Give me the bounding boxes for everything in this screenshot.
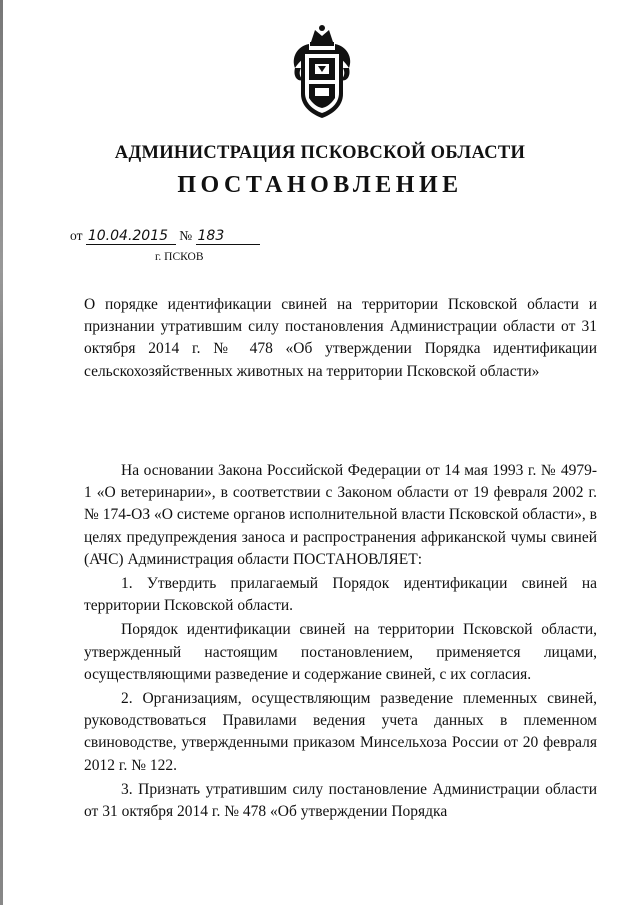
subject-text: О порядке идентификации свиней на территории Псковской области и признании утратившим силу постановления Администрации области от 31 октября 2014 г. № 478 «Об утверждении Порядка идентификации сельскохозяйственных животных на территории Псковской области» — [84, 296, 597, 380]
number-prefix: № — [179, 228, 193, 243]
date-prefix: от — [70, 228, 83, 243]
scan-edge — [0, 0, 3, 905]
paragraph-item-2: 2. Организациям, осуществляющим разведение племенных свиней, руководствоваться Правилами ведения учета данных в племенном свиноводстве, утвержденными приказом Минсельхоза России от 20 февраля 2012 г. № 122. — [84, 690, 597, 774]
paragraph-item-1: 1. Утвердить прилагаемый Порядок идентификации свиней на территории Псковской области. — [84, 575, 597, 615]
handwritten-number: 183 — [196, 229, 260, 245]
document-body — [84, 460, 597, 825]
document-date-number — [70, 228, 260, 245]
document-type: ПОСТАНОВЛЕНИЕ — [177, 172, 463, 198]
handwritten-date: 10.04.2015 — [86, 229, 176, 245]
paragraph-item-1-note: Порядок идентификации свиней на территории Псковской области, утвержденный настоящим постановлением, применяется лицами, осуществляющими разведение и содержание свиней, с их согласия. — [84, 621, 597, 683]
paragraph-preamble: На основании Закона Российской Федерации от 14 мая 1993 г. № 4979-1 «О ветеринарии», в соответствии с Законом области от 19 февраля 2002 г. № 174-ОЗ «О системе органов исполнительной власти Псковской области», в целях предупреждения заноса и распространения африканской чумы свиней (АЧС) Администрация области ПОСТАНОВЛЯЕТ: — [84, 462, 597, 568]
city-name: г. ПСКОВ — [155, 251, 204, 263]
pskov-coat-of-arms-icon — [287, 24, 357, 120]
paragraph-item-3: 3. Признать утратившим силу постановление Администрации области от 31 октября 2014 г. № 478 «Об утверждении Порядка — [84, 780, 597, 821]
organization-title: АДМИНИСТРАЦИЯ ПСКОВСКОЙ ОБЛАСТИ — [114, 143, 526, 163]
document-subject — [84, 294, 597, 383]
